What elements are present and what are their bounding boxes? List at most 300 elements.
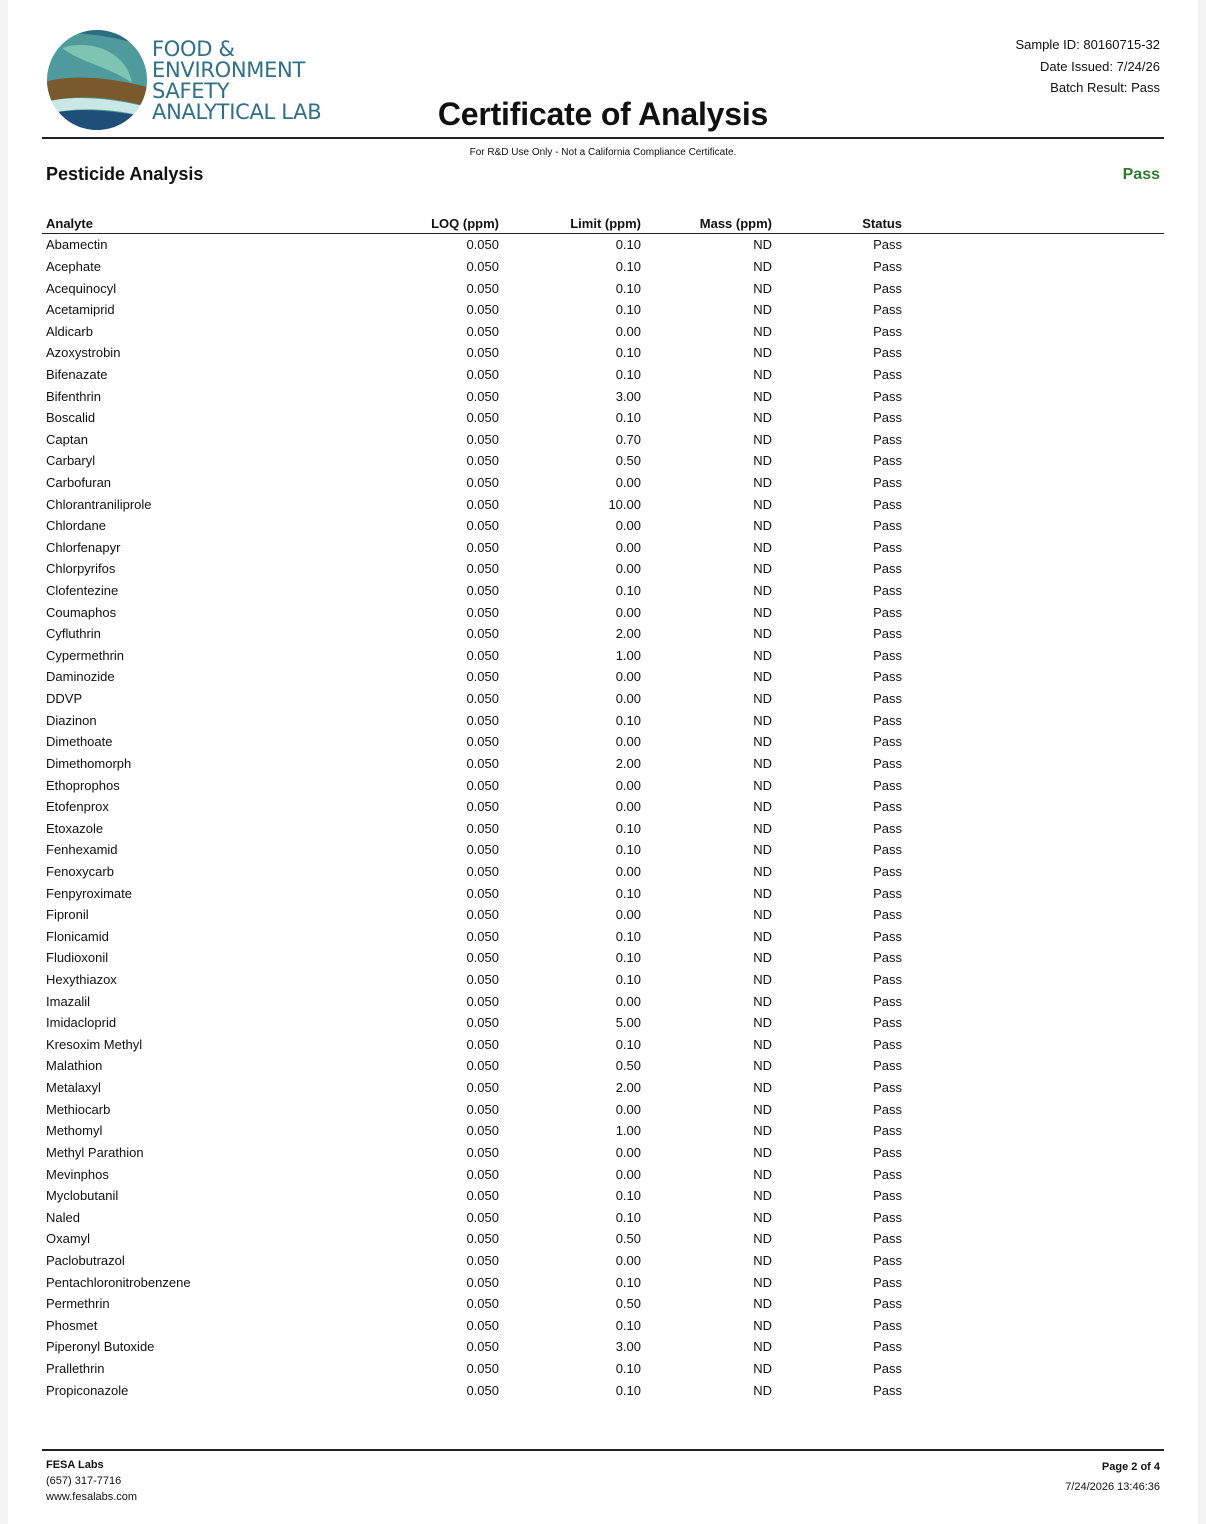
cell-loq: 0.050	[466, 388, 499, 404]
cell-loq: 0.050	[466, 1144, 499, 1160]
cell-loq: 0.050	[466, 1036, 499, 1052]
table-row	[42, 320, 1164, 342]
table-row	[42, 1293, 1164, 1315]
cell-mass: ND	[753, 323, 772, 339]
table-row	[42, 537, 1164, 559]
cell-analyte: Hexythiazox	[46, 972, 117, 988]
cell-loq: 0.050	[466, 604, 499, 620]
table-row	[42, 385, 1164, 407]
cell-analyte: Fipronil	[46, 907, 89, 923]
cell-status: Pass	[873, 734, 902, 750]
cell-status: Pass	[873, 1015, 902, 1031]
cell-mass: ND	[753, 820, 772, 836]
cell-analyte: Pentachloronitrobenzene	[46, 1274, 191, 1290]
cell-mass: ND	[753, 1252, 772, 1268]
cell-mass: ND	[753, 1036, 772, 1052]
cell-mass: ND	[753, 237, 772, 253]
cell-limit: 0.50	[615, 1296, 641, 1312]
cell-loq: 0.050	[466, 734, 499, 750]
cell-status: Pass	[873, 820, 902, 836]
cell-limit: 0.50	[615, 1231, 641, 1247]
cell-status: Pass	[873, 237, 902, 253]
cell-status: Pass	[873, 431, 902, 447]
cell-analyte: Methomyl	[46, 1123, 103, 1139]
sample-meta	[1015, 34, 1160, 99]
cell-status: Pass	[873, 280, 902, 296]
cell-spacer	[902, 601, 1164, 623]
cell-limit: 2.00	[615, 626, 641, 642]
cell-analyte: Cyfluthrin	[46, 626, 101, 642]
cell-loq: 0.050	[466, 647, 499, 663]
cell-loq: 0.050	[466, 237, 499, 253]
cell-loq: 0.050	[466, 1166, 499, 1182]
cell-analyte: Etofenprox	[46, 799, 109, 815]
table-row	[42, 796, 1164, 818]
cell-status: Pass	[873, 388, 902, 404]
column-header-limit: Limit (ppm)	[499, 211, 641, 234]
cell-status: Pass	[873, 583, 902, 599]
cell-limit: 1.00	[615, 647, 641, 663]
logo-line: ENVIRONMENT	[152, 58, 305, 82]
cell-status: Pass	[873, 885, 902, 901]
cell-loq: 0.050	[466, 1382, 499, 1398]
cell-status: Pass	[873, 366, 902, 382]
table-row	[42, 731, 1164, 753]
cell-limit: 0.10	[615, 1360, 641, 1376]
table-row	[42, 1250, 1164, 1272]
cell-status: Pass	[873, 907, 902, 923]
cell-analyte: Coumaphos	[46, 604, 117, 620]
table-row	[42, 645, 1164, 667]
cell-mass: ND	[753, 734, 772, 750]
cell-mass: ND	[753, 258, 772, 274]
cell-spacer	[902, 817, 1164, 839]
table-row	[42, 904, 1164, 926]
cell-spacer	[902, 709, 1164, 731]
cell-loq: 0.050	[466, 626, 499, 642]
cell-mass: ND	[753, 475, 772, 490]
cell-limit: 0.00	[615, 1101, 641, 1117]
cell-spacer	[902, 428, 1164, 450]
table-row	[42, 234, 1164, 256]
table-row	[42, 1012, 1164, 1034]
cell-spacer	[902, 472, 1164, 494]
disclaimer: For R&D Use Only - Not a California Compliance Certificate.	[469, 147, 737, 158]
footer-divider	[42, 1449, 1164, 1451]
cell-analyte: Diazinon	[46, 712, 97, 728]
cell-spacer	[902, 688, 1164, 710]
cell-mass: ND	[753, 691, 772, 707]
cell-limit: 0.10	[615, 583, 641, 599]
cell-limit: 0.10	[615, 972, 641, 988]
cell-loq: 0.050	[466, 669, 499, 685]
cell-limit: 0.00	[615, 1166, 641, 1182]
table-row	[42, 1077, 1164, 1099]
table-row	[42, 1228, 1164, 1250]
cell-loq: 0.050	[466, 1317, 499, 1333]
cell-analyte: Malathion	[46, 1058, 103, 1074]
cell-analyte: Acequinocyl	[46, 280, 117, 296]
certificate-page	[8, 0, 1198, 1524]
table-row	[42, 882, 1164, 904]
cell-mass: ND	[753, 1209, 772, 1225]
cell-analyte: Permethrin	[46, 1296, 110, 1312]
table-row	[42, 1379, 1164, 1401]
cell-mass: ND	[753, 366, 772, 382]
cell-limit: 0.00	[615, 734, 641, 750]
cell-mass: ND	[753, 928, 772, 944]
cell-loq: 0.050	[466, 1101, 499, 1117]
footer-org-name: FESA Labs	[46, 1459, 104, 1471]
cell-spacer	[902, 493, 1164, 515]
cell-mass: ND	[753, 712, 772, 728]
cell-status: Pass	[873, 712, 902, 728]
cell-spacer	[902, 342, 1164, 364]
cell-limit: 0.10	[615, 1209, 641, 1225]
cell-loq: 0.050	[466, 1296, 499, 1312]
cell-loq: 0.050	[466, 972, 499, 988]
cell-mass: ND	[753, 302, 772, 318]
cell-spacer	[902, 666, 1164, 688]
cell-limit: 0.10	[615, 842, 641, 858]
cell-mass: ND	[753, 345, 772, 361]
table-body	[42, 234, 1164, 1401]
cell-limit: 0.00	[615, 323, 641, 339]
cell-spacer	[902, 1012, 1164, 1034]
page-title: Certificate of Analysis	[437, 96, 769, 132]
cell-mass: ND	[753, 1231, 772, 1247]
cell-mass: ND	[753, 626, 772, 642]
cell-loq: 0.050	[466, 302, 499, 318]
cell-spacer	[902, 1379, 1164, 1401]
cell-analyte: Bifenthrin	[46, 388, 101, 404]
cell-limit: 0.10	[615, 1036, 641, 1052]
cell-status: Pass	[873, 1123, 902, 1139]
cell-status: Pass	[873, 647, 902, 663]
cell-analyte: Daminozide	[46, 669, 115, 685]
table-row	[42, 990, 1164, 1012]
cell-loq: 0.050	[466, 1123, 499, 1139]
table-row	[42, 256, 1164, 278]
cell-status: Pass	[873, 863, 902, 879]
table-row	[42, 1336, 1164, 1358]
cell-loq: 0.050	[466, 1188, 499, 1204]
cell-analyte: Imidacloprid	[46, 1015, 117, 1031]
cell-limit: 0.00	[615, 539, 641, 555]
cell-spacer	[902, 1358, 1164, 1380]
cell-loq: 0.050	[466, 1252, 499, 1268]
cell-spacer	[902, 1034, 1164, 1056]
cell-loq: 0.050	[466, 1339, 499, 1355]
table-row	[42, 969, 1164, 991]
cell-spacer	[902, 1055, 1164, 1077]
footer-phone: (657) 317-7716	[46, 1475, 122, 1487]
cell-mass: ND	[753, 1382, 772, 1398]
cell-spacer	[902, 1250, 1164, 1272]
cell-loq: 0.050	[466, 583, 499, 599]
cell-analyte: Kresoxim Methyl	[46, 1036, 143, 1052]
cell-loq: 0.050	[466, 777, 499, 793]
cell-limit: 0.00	[615, 993, 641, 1009]
cell-limit: 0.70	[615, 431, 641, 447]
cell-status: Pass	[873, 755, 902, 771]
cell-analyte: Bifenazate	[46, 366, 108, 382]
cell-status: Pass	[873, 1080, 902, 1096]
table-row	[42, 1314, 1164, 1336]
cell-mass: ND	[753, 1317, 772, 1333]
table-row	[42, 299, 1164, 321]
cell-spacer	[902, 1228, 1164, 1250]
header-divider	[42, 137, 1164, 139]
cell-analyte: Dimethoate	[46, 734, 113, 750]
cell-loq: 0.050	[466, 475, 499, 490]
cell-loq: 0.050	[466, 1015, 499, 1031]
cell-mass: ND	[753, 496, 772, 512]
cell-limit: 0.10	[615, 1274, 641, 1290]
column-header-analyte: Analyte	[42, 211, 426, 234]
cell-mass: ND	[753, 518, 772, 534]
sample-id: Sample ID: 80160715-32	[1015, 37, 1160, 52]
footer-contact	[46, 1457, 137, 1505]
cell-analyte: Azoxystrobin	[46, 345, 121, 361]
table-row	[42, 472, 1164, 494]
table-row	[42, 947, 1164, 969]
cell-analyte: Fenoxycarb	[46, 863, 114, 879]
cell-spacer	[902, 234, 1164, 256]
cell-spacer	[902, 926, 1164, 948]
cell-status: Pass	[873, 1339, 902, 1355]
cell-limit: 0.10	[615, 950, 641, 966]
cell-loq: 0.050	[466, 258, 499, 274]
cell-analyte: Carbofuran	[46, 475, 112, 490]
cell-spacer	[902, 969, 1164, 991]
table-row	[42, 666, 1164, 688]
cell-limit: 0.10	[615, 928, 641, 944]
cell-limit: 0.00	[615, 669, 641, 685]
cell-loq: 0.050	[466, 280, 499, 296]
cell-limit: 5.00	[615, 1015, 641, 1031]
cell-limit: 0.00	[615, 799, 641, 815]
cell-mass: ND	[753, 1080, 772, 1096]
cell-limit: 0.10	[615, 410, 641, 426]
cell-mass: ND	[753, 972, 772, 988]
cell-spacer	[902, 839, 1164, 861]
cell-loq: 0.050	[466, 410, 499, 426]
cell-analyte: Methiocarb	[46, 1101, 111, 1117]
cell-status: Pass	[873, 323, 902, 339]
cell-mass: ND	[753, 755, 772, 771]
cell-analyte: Prallethrin	[46, 1360, 105, 1376]
cell-spacer	[902, 1098, 1164, 1120]
cell-mass: ND	[753, 539, 772, 555]
cell-spacer	[902, 1314, 1164, 1336]
cell-analyte: Fenpyroximate	[46, 885, 132, 901]
cell-loq: 0.050	[466, 561, 499, 577]
cell-analyte: Metalaxyl	[46, 1080, 101, 1096]
cell-analyte: Methyl Parathion	[46, 1144, 144, 1160]
cell-mass: ND	[753, 1144, 772, 1160]
cell-analyte: Chlorantraniliprole	[46, 496, 152, 512]
page-number: Page 2 of 4	[1101, 1461, 1160, 1473]
cell-loq: 0.050	[466, 345, 499, 361]
logo-line: FOOD &	[152, 37, 235, 61]
cell-analyte: Etoxazole	[46, 820, 104, 836]
cell-mass: ND	[753, 453, 772, 469]
cell-spacer	[902, 904, 1164, 926]
cell-mass: ND	[753, 1360, 772, 1376]
cell-spacer	[902, 1142, 1164, 1164]
cell-status: Pass	[873, 972, 902, 988]
cell-mass: ND	[753, 1166, 772, 1182]
column-header-status: Status	[772, 211, 902, 234]
cell-spacer	[902, 515, 1164, 537]
cell-status: Pass	[873, 410, 902, 426]
cell-analyte: Chlorpyrifos	[46, 561, 116, 577]
cell-limit: 0.00	[615, 907, 641, 923]
cell-loq: 0.050	[466, 431, 499, 447]
cell-status: Pass	[873, 1382, 902, 1398]
table-row	[42, 926, 1164, 948]
cell-mass: ND	[753, 1296, 772, 1312]
pesticide-results-table	[42, 211, 1164, 1401]
cell-status: Pass	[873, 842, 902, 858]
cell-analyte: Chlordane	[46, 518, 106, 534]
column-spacer	[902, 211, 1164, 234]
cell-analyte: Myclobutanil	[46, 1188, 119, 1204]
cell-loq: 0.050	[466, 1080, 499, 1096]
cell-spacer	[902, 277, 1164, 299]
cell-loq: 0.050	[466, 799, 499, 815]
cell-status: Pass	[873, 928, 902, 944]
cell-loq: 0.050	[466, 842, 499, 858]
cell-limit: 0.10	[615, 302, 641, 318]
cell-status: Pass	[873, 539, 902, 555]
table-row	[42, 364, 1164, 386]
cell-status: Pass	[873, 1058, 902, 1074]
table-row	[42, 1163, 1164, 1185]
cell-spacer	[902, 580, 1164, 602]
table-row	[42, 1358, 1164, 1380]
cell-spacer	[902, 861, 1164, 883]
cell-mass: ND	[753, 842, 772, 858]
cell-mass: ND	[753, 410, 772, 426]
cell-spacer	[902, 385, 1164, 407]
cell-analyte: Oxamyl	[46, 1231, 91, 1247]
cell-mass: ND	[753, 1015, 772, 1031]
cell-mass: ND	[753, 604, 772, 620]
section-title: Pesticide Analysis	[46, 164, 204, 184]
table-row	[42, 493, 1164, 515]
cell-analyte: Paclobutrazol	[46, 1252, 125, 1268]
cell-loq: 0.050	[466, 928, 499, 944]
cell-status: Pass	[873, 1188, 902, 1204]
cell-loq: 0.050	[466, 712, 499, 728]
cell-analyte: Fludioxonil	[46, 950, 109, 966]
cell-status: Pass	[873, 1274, 902, 1290]
cell-spacer	[902, 947, 1164, 969]
table-row	[42, 277, 1164, 299]
cell-analyte: Carbaryl	[46, 453, 96, 469]
cell-analyte: Naled	[46, 1209, 80, 1225]
print-timestamp: 7/24/2026 13:46:36	[1065, 1481, 1160, 1493]
cell-limit: 3.00	[615, 388, 641, 404]
cell-analyte: Chlorfenapyr	[46, 539, 121, 555]
cell-limit: 3.00	[615, 1339, 641, 1355]
column-header-loq: LOQ (ppm)	[426, 211, 499, 234]
logo-line: SAFETY	[152, 79, 230, 103]
cell-analyte: Dimethomorph	[46, 755, 132, 771]
cell-spacer	[902, 1206, 1164, 1228]
cell-status: Pass	[873, 1166, 902, 1182]
cell-analyte: Captan	[46, 431, 88, 447]
cell-limit: 0.10	[615, 1188, 641, 1204]
cell-analyte: Abamectin	[46, 237, 108, 253]
cell-loq: 0.050	[466, 820, 499, 836]
cell-analyte: Flonicamid	[46, 928, 109, 944]
cell-status: Pass	[873, 777, 902, 793]
cell-mass: ND	[753, 950, 772, 966]
cell-status: Pass	[873, 1360, 902, 1376]
cell-spacer	[902, 1336, 1164, 1358]
column-header-mass: Mass (ppm)	[641, 211, 772, 234]
cell-mass: ND	[753, 647, 772, 663]
cell-limit: 2.00	[615, 1080, 641, 1096]
cell-limit: 0.10	[615, 820, 641, 836]
cell-spacer	[902, 882, 1164, 904]
cell-limit: 0.00	[615, 604, 641, 620]
cell-limit: 0.00	[615, 1252, 641, 1268]
cell-analyte: Imazalil	[46, 993, 91, 1009]
cell-mass: ND	[753, 885, 772, 901]
cell-spacer	[902, 1293, 1164, 1315]
cell-mass: ND	[753, 1123, 772, 1139]
table-header-row	[42, 211, 1164, 234]
cell-loq: 0.050	[466, 496, 499, 512]
table-row	[42, 1120, 1164, 1142]
cell-spacer	[902, 990, 1164, 1012]
cell-analyte: Clofentezine	[46, 583, 119, 599]
table-row	[42, 1055, 1164, 1077]
table-row	[42, 580, 1164, 602]
table-row	[42, 450, 1164, 472]
cell-limit: 0.10	[615, 280, 641, 296]
table-row	[42, 817, 1164, 839]
cell-status: Pass	[873, 799, 902, 815]
cell-analyte: Aldicarb	[46, 323, 93, 339]
cell-status: Pass	[873, 1209, 902, 1225]
cell-mass: ND	[753, 669, 772, 685]
cell-status: Pass	[873, 496, 902, 512]
cell-spacer	[902, 731, 1164, 753]
cell-mass: ND	[753, 1101, 772, 1117]
logo-line: ANALYTICAL LAB	[152, 100, 322, 124]
table-row	[42, 688, 1164, 710]
cell-spacer	[902, 623, 1164, 645]
cell-analyte: Piperonyl Butoxide	[46, 1339, 155, 1355]
cell-loq: 0.050	[466, 518, 499, 534]
cell-spacer	[902, 558, 1164, 580]
cell-loq: 0.050	[466, 993, 499, 1009]
cell-mass: ND	[753, 561, 772, 577]
cell-limit: 0.00	[615, 475, 641, 490]
cell-mass: ND	[753, 993, 772, 1009]
cell-spacer	[902, 1077, 1164, 1099]
table-row	[42, 407, 1164, 429]
cell-mass: ND	[753, 1339, 772, 1355]
cell-analyte: Boscalid	[46, 410, 96, 426]
cell-loq: 0.050	[466, 1209, 499, 1225]
table-row	[42, 709, 1164, 731]
